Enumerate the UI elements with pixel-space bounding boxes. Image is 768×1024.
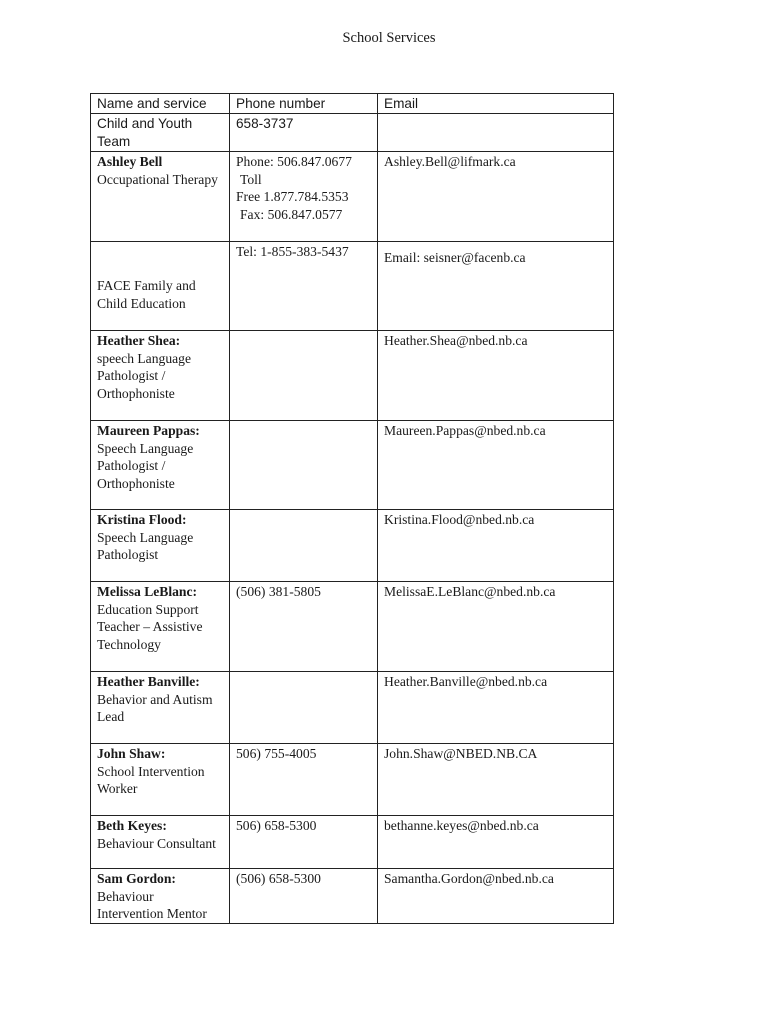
name-service-cell bbox=[91, 815, 230, 868]
name-service-cell bbox=[91, 868, 230, 923]
contact-name: Sam Gordon: bbox=[97, 870, 176, 886]
service-text: Speech Language Pathologist / Orthophoniste bbox=[97, 440, 194, 492]
contact-name: Kristina Flood: bbox=[97, 511, 187, 527]
contact-name: Ashley Bell bbox=[97, 153, 163, 169]
phone-cell bbox=[230, 113, 378, 151]
table-row bbox=[91, 743, 614, 815]
name-service-cell bbox=[91, 420, 230, 509]
name-service-cell bbox=[91, 743, 230, 815]
service-text: Child and Youth Team bbox=[97, 115, 193, 149]
contact-name: Maureen Pappas: bbox=[97, 422, 200, 438]
contact-name: Heather Shea: bbox=[97, 332, 181, 348]
table-row bbox=[91, 671, 614, 743]
service-cell bbox=[91, 113, 230, 151]
email-link[interactable]: MelissaE.LeBlanc@nbed.nb.ca bbox=[384, 583, 556, 599]
phone-cell bbox=[230, 581, 378, 671]
table-header-row bbox=[91, 94, 614, 114]
phone-text: (506) 658-5300 bbox=[236, 870, 321, 886]
email-cell bbox=[378, 815, 614, 868]
spacer bbox=[97, 243, 223, 277]
header-name-and-service: Name and service bbox=[91, 94, 230, 114]
school-services-table bbox=[90, 93, 614, 924]
email-link[interactable]: Ashley.Bell@lifmark.ca bbox=[384, 153, 516, 169]
service-text: School Intervention Worker bbox=[97, 763, 205, 797]
email-link[interactable]: Maureen.Pappas@nbed.nb.ca bbox=[384, 422, 546, 438]
email-cell bbox=[378, 743, 614, 815]
header-phone-number: Phone number bbox=[230, 94, 378, 114]
email-link[interactable]: Kristina.Flood@nbed.nb.ca bbox=[384, 511, 535, 527]
phone-line: Free 1.877.784.5353 bbox=[236, 189, 349, 205]
email-link[interactable]: bethanne.keyes@nbed.nb.ca bbox=[384, 817, 539, 833]
email-link[interactable]: Samantha.Gordon@nbed.nb.ca bbox=[384, 870, 554, 886]
phone-text: 658-3737 bbox=[236, 115, 294, 131]
phone-text: (506) 381-5805 bbox=[236, 583, 321, 599]
phone-line: Phone: 506.847.0677 bbox=[236, 153, 352, 169]
service-text: Behaviour Intervention Mentor bbox=[97, 888, 207, 922]
phone-cell bbox=[230, 671, 378, 743]
name-service-cell bbox=[91, 509, 230, 581]
contact-name: John Shaw: bbox=[97, 745, 166, 761]
table-row bbox=[91, 420, 614, 509]
table-row bbox=[91, 868, 614, 923]
name-service-cell bbox=[91, 241, 230, 330]
header-email: Email bbox=[378, 94, 614, 114]
phone-cell bbox=[230, 509, 378, 581]
phone-cell bbox=[230, 743, 378, 815]
contact-name: Beth Keyes: bbox=[97, 817, 167, 833]
email-cell bbox=[378, 151, 614, 241]
email-link[interactable]: Heather.Banville@nbed.nb.ca bbox=[384, 673, 548, 689]
service-text: Occupational Therapy bbox=[97, 171, 218, 187]
phone-cell bbox=[230, 241, 378, 330]
table-row bbox=[91, 815, 614, 868]
email-cell bbox=[378, 581, 614, 671]
email-link[interactable]: Heather.Shea@nbed.nb.ca bbox=[384, 332, 528, 348]
name-service-cell bbox=[91, 151, 230, 241]
service-text: Speech Language Pathologist bbox=[97, 529, 194, 563]
email-link[interactable]: Email: seisner@facenb.ca bbox=[384, 249, 526, 265]
name-service-cell bbox=[91, 330, 230, 420]
email-cell bbox=[378, 241, 614, 330]
email-cell bbox=[378, 671, 614, 743]
email-cell bbox=[378, 113, 614, 151]
service-text: Behaviour Consultant bbox=[97, 835, 216, 851]
phone-text: Tel: 1-855-383-5437 bbox=[236, 243, 349, 259]
name-service-cell bbox=[91, 671, 230, 743]
phone-cell bbox=[230, 151, 378, 241]
table-row bbox=[91, 241, 614, 330]
phone-cell bbox=[230, 815, 378, 868]
email-cell bbox=[378, 868, 614, 923]
table-row bbox=[91, 581, 614, 671]
service-text: Education Support Teacher – Assistive Technology bbox=[97, 601, 203, 653]
table-row bbox=[91, 113, 614, 151]
service-text: FACE Family and Child Education bbox=[97, 277, 196, 311]
phone-cell bbox=[230, 330, 378, 420]
email-cell bbox=[378, 420, 614, 509]
table-row bbox=[91, 509, 614, 581]
email-cell bbox=[378, 509, 614, 581]
page-title: School Services bbox=[342, 30, 436, 46]
name-service-cell bbox=[91, 581, 230, 671]
service-text: Behavior and Autism Lead bbox=[97, 691, 213, 725]
phone-text: 506) 755-4005 bbox=[236, 745, 317, 761]
table-row bbox=[91, 330, 614, 420]
contact-name: Melissa LeBlanc: bbox=[97, 583, 198, 599]
email-link[interactable]: John.Shaw@NBED.NB.CA bbox=[384, 745, 538, 761]
email-cell bbox=[378, 330, 614, 420]
phone-text: 506) 658-5300 bbox=[236, 817, 317, 833]
service-text: speech Language Pathologist / Orthophoniste bbox=[97, 350, 191, 402]
table-row bbox=[91, 151, 614, 241]
contact-name: Heather Banville: bbox=[97, 673, 200, 689]
phone-line: Toll bbox=[240, 171, 262, 187]
fax-line: Fax: 506.847.0577 bbox=[240, 207, 343, 223]
phone-cell bbox=[230, 420, 378, 509]
phone-cell bbox=[230, 868, 378, 923]
